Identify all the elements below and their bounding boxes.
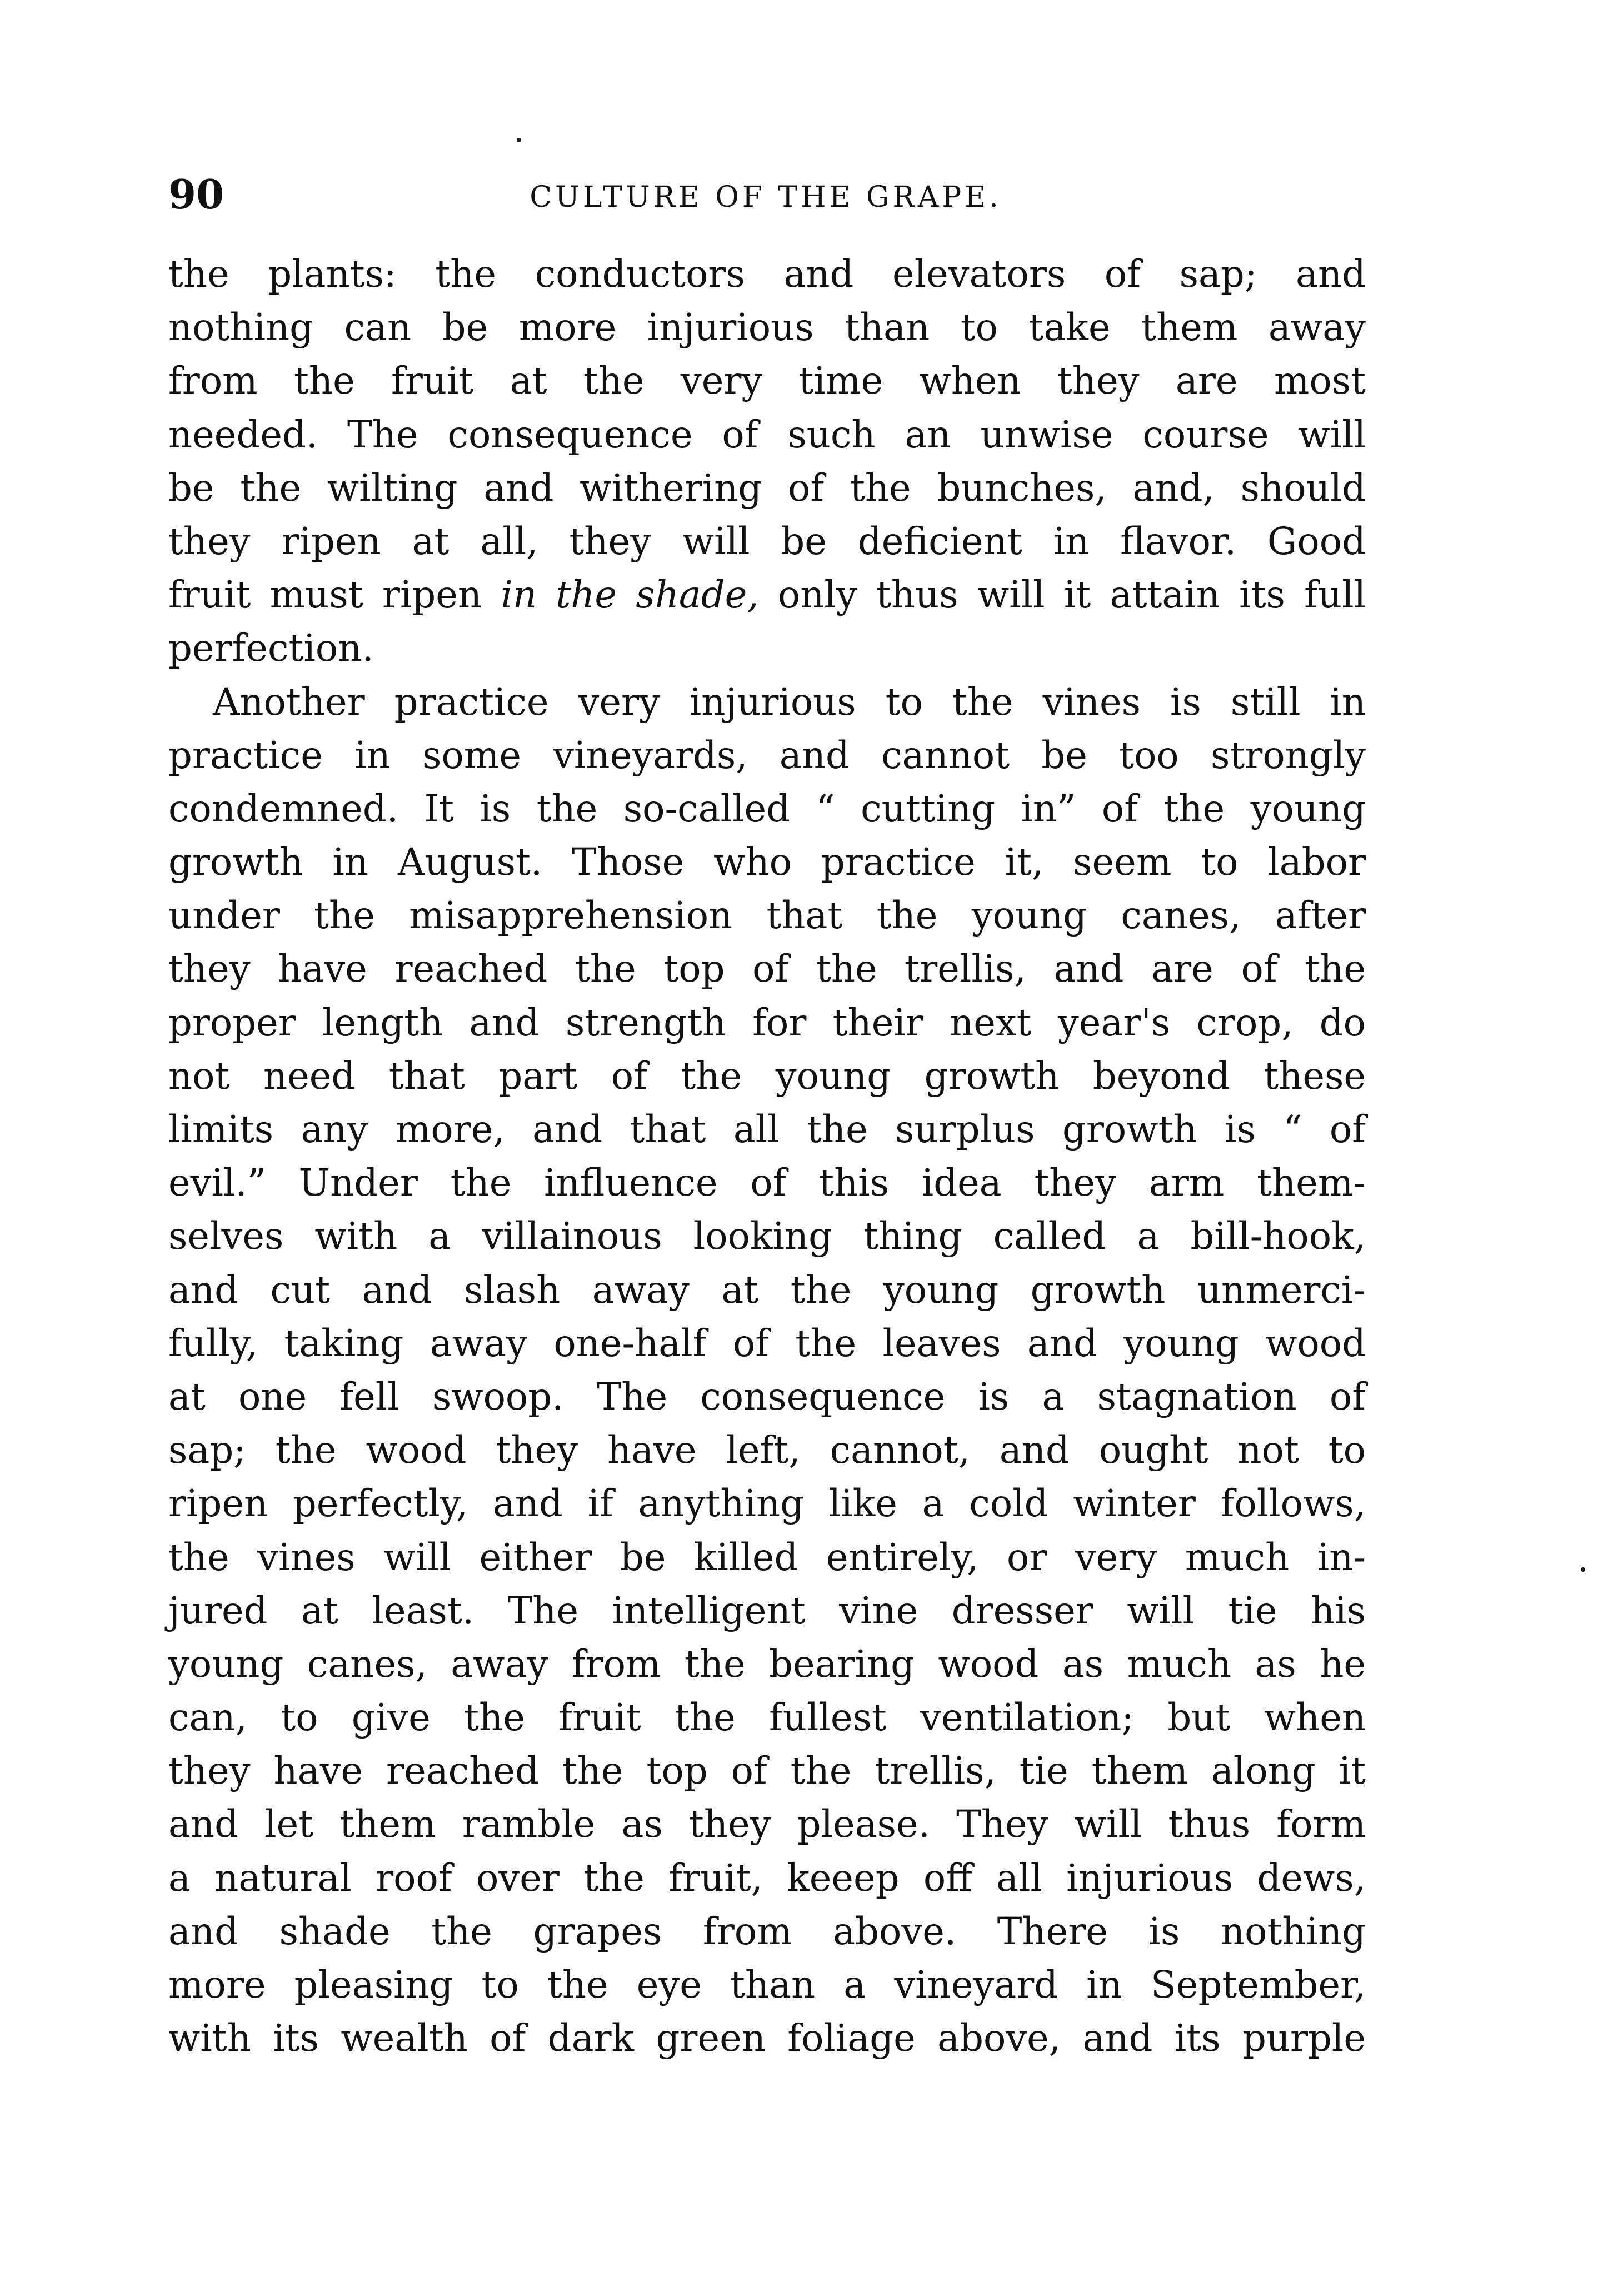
text-line: with its wealth of dark green foliage above, and its purple — [168, 2016, 1366, 2060]
text-run: fruit must ripen — [168, 573, 501, 617]
text-line: and let them ramble as they please. They will thus form — [168, 1802, 1366, 1846]
text-line: and shade the grapes from above. There is nothing — [168, 1909, 1366, 1953]
text-line: they have reached the top of the trellis, tie them along it — [168, 1749, 1366, 1793]
text-line: sap; the wood they have left, cannot, and ought not to — [168, 1428, 1366, 1472]
running-title: CULTURE OF THE GRAPE. — [530, 181, 1002, 214]
italic-phrase: in the shade, — [501, 573, 759, 617]
text-line: from the fruit at the very time when they are most — [168, 359, 1366, 403]
text-run: only thus will it attain its full — [758, 573, 1366, 617]
text-line: selves with a villainous looking thing called a bill-hook, — [168, 1214, 1366, 1258]
text-line: nothing can be more injurious than to take them away — [168, 306, 1366, 350]
text-line: can, to give the fruit the fullest ventilation; but when — [168, 1696, 1366, 1740]
text-line: at one fell swoop. The consequence is a stagnation of — [168, 1374, 1366, 1418]
text-line: proper length and strength for their next year's crop, do — [168, 1000, 1366, 1044]
text-line: they ripen at all, they will be deficient in flavor. Good — [168, 519, 1366, 563]
running-head — [168, 167, 1363, 222]
text-line: a natural roof over the fruit, keeep off all injurious dews, — [168, 1856, 1366, 1900]
text-line: under the misapprehension that the young canes, after — [168, 894, 1366, 938]
text-line: perfection. — [168, 626, 374, 670]
text-line: jured at least. The intelligent vine dresser will tie his — [168, 1588, 1366, 1632]
text-line: be the wilting and withering of the bunches, and, should — [168, 466, 1366, 510]
text-line: they have reached the top of the trellis, and are of the — [168, 947, 1366, 991]
text-line: growth in August. Those who practice it, seem to labor — [168, 840, 1366, 884]
text-line: needed. The consequence of such an unwise course will — [168, 412, 1366, 456]
page-number: 90 — [168, 171, 224, 218]
text-line: the vines will either be killed entirely, or very much in- — [168, 1535, 1366, 1579]
text-line: more pleasing to the eye than a vineyard in September, — [168, 1963, 1366, 2006]
text-line: ripen perfectly, and if anything like a cold winter follows, — [168, 1482, 1366, 1526]
text-line: fully, taking away one-half of the leaves and young wood — [168, 1321, 1366, 1365]
text-line: Another practice very injurious to the vines is still in — [213, 680, 1366, 724]
print-speck — [1581, 1567, 1585, 1572]
text-line: young canes, away from the bearing wood as much as he — [168, 1642, 1366, 1686]
text-line — [168, 568, 1366, 621]
body-text — [168, 247, 1366, 2065]
text-line: not need that part of the young growth beyond these — [168, 1054, 1366, 1098]
print-speck — [517, 138, 521, 142]
text-line: condemned. It is the so-called “ cutting in” of the young — [168, 786, 1366, 830]
text-line: evil.” Under the influence of this idea they arm them- — [168, 1161, 1366, 1205]
text-line: practice in some vineyards, and cannot be too strongly — [168, 733, 1366, 777]
text-line: the plants: the conductors and elevators of sap; and — [168, 252, 1366, 296]
text-line: and cut and slash away at the young growth unmerci- — [168, 1268, 1366, 1312]
text-line: limits any more, and that all the surplus growth is “ of — [168, 1108, 1366, 1151]
